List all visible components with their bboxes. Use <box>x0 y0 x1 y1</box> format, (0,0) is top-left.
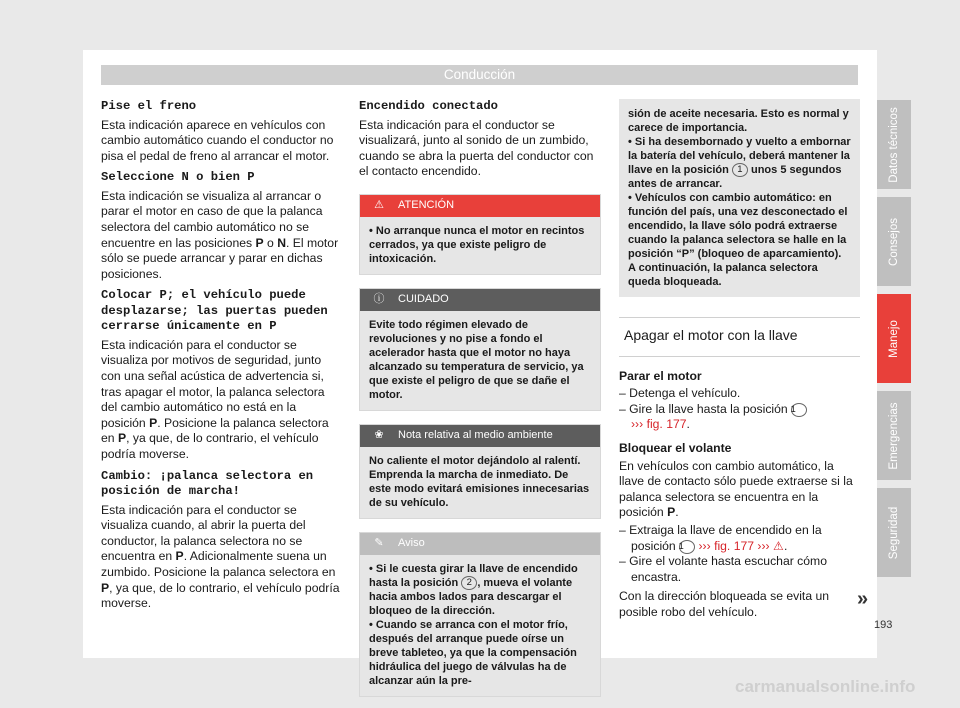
section-title: Apagar el motor con la llave <box>619 317 860 357</box>
heading-encendido: Encendido conectado <box>359 99 498 113</box>
tab-manejo[interactable]: Manejo <box>877 294 911 383</box>
environment-icon: ❀ <box>374 429 384 442</box>
side-tabs <box>877 100 911 585</box>
paragraph: Esta indicación aparece en vehículos con cambio automático cuando el conductor no pisa el pedal de freno al arrancar el motor. <box>101 117 334 163</box>
cuidado-box <box>359 288 601 411</box>
column-2 <box>359 99 601 697</box>
atencion-body: • No arranque nunca el motor en recintos cerrados, ya que existe peligro de intoxicación. <box>360 217 600 274</box>
paragraph: En vehículos con cambio automático, la llave de contacto sólo puede extraerse si la palanca selectora se encuentra en la posición P. <box>619 458 853 520</box>
page-header: Conducción <box>101 65 858 85</box>
heading-seleccione: Seleccione N o bien P <box>101 170 255 185</box>
figure-link[interactable]: ››› fig. 177 ››› ⚠ <box>698 538 784 553</box>
tab-emergencias[interactable]: Emergencias <box>877 391 911 480</box>
step: – Extraiga la llave de encendido en la posición 1 ››› fig. 177 ››› ⚠. <box>619 522 822 553</box>
subheading-bloquear: Bloquear el volante <box>619 440 732 455</box>
step: – Gire el volante hasta escuchar cómo encastra. <box>619 554 827 584</box>
cuidado-body: Evite todo régimen elevado de revoluciones y no pise a fondo el acelerador hasta que el motor no haya alcanzado su temperatura de servicio, ya que existe el peligro de que se dañe el motor. <box>360 311 600 410</box>
medio-ambiente-box <box>359 424 601 519</box>
caution-icon: ⓘ <box>373 293 385 306</box>
paragraph: Esta indicación se visualiza al arrancar o parar el motor en caso de que la palanca selectora del cambio automático no se encuentre en las posiciones P o N. El motor sólo se puede arrancar y parar en dichas posiciones. <box>101 188 339 281</box>
aviso-body-continued: sión de aceite necesaria. Esto es normal y carece de importancia. • Si ha desembornado y vuelto a embornar la batería del vehículo, deberá mantener la llave en la posición 1 unos 5 segundos antes de arrancar. • Vehículos con cambio automático: en función del país, una vez desconectado el encendido, la llave sólo podrá extraerse cuando la palanca selectora se halle en la posición “P” (bloqueo de aparcamiento). A continuación, la palanca selectora queda bloqueada. <box>619 99 860 297</box>
warning-icon: ⚠ <box>374 199 384 212</box>
tab-datos-tecnicos[interactable]: Datos técnicos <box>877 100 911 189</box>
page-number: 193 <box>874 619 893 631</box>
paragraph: Esta indicación para el conductor se visualizará, junto al sonido de un zumbido, cuando se abra la puerta del conductor con el contacto encendido. <box>359 117 594 179</box>
aviso-box-continued <box>619 99 860 297</box>
aviso-box <box>359 532 601 697</box>
watermark: carmanualsonline.info <box>735 677 916 696</box>
paragraph: Esta indicación para el conductor se visualiza por motivos de seguridad, junto con una señal acústica de advertencia si, tras apagar el motor, la palanca selectora del cambio automático no está en la posición P. Posicione la palanca selectora en P, ya que, de lo contrario, el vehículo podría moverse. <box>101 337 329 461</box>
step: – Detenga el vehículo. <box>619 386 741 401</box>
continue-icon: » <box>857 588 869 610</box>
step: – Gire la llave hasta la posición 1 ››› fig. 177. <box>619 402 860 433</box>
medio-ambiente-body: No caliente el motor dejándolo al ralentí. Emprenda la marcha de inmediato. De este modo evitará emisiones innecesarias de su vehículo. <box>360 447 600 518</box>
cuidado-header: ⓘ CUIDADO <box>360 289 600 311</box>
medio-ambiente-header: ❀ Nota relativa al medio ambiente <box>360 425 600 447</box>
tab-seguridad[interactable]: Seguridad <box>877 488 911 577</box>
aviso-body: • Si le cuesta girar la llave de encendido hasta la posición 2 , mueva el volante hacia ambos lados para descargar el bloqueo de la dirección. • Cuando se arranca con el motor frío, después del arranque puede oírse un breve tableteo, ya que la compensación hidráulica del juego de válvulas ha de alcanzar aún la pre- <box>360 555 600 696</box>
atencion-header: ⚠ ATENCIÓN <box>360 195 600 217</box>
column-3 <box>619 99 860 627</box>
paragraph: Con la dirección bloqueada se evita un posible robo del vehículo. <box>619 589 830 619</box>
tab-consejos[interactable]: Consejos <box>877 197 911 286</box>
heading-cambio: Cambio: ¡palanca selectora en posición de marcha! <box>101 468 314 499</box>
heading-colocar-p: Colocar P; el vehículo puede desplazarse; las puertas pueden cerrarse únicamente en P <box>101 288 328 334</box>
aviso-header: ✎ Aviso <box>360 533 600 555</box>
note-icon: ✎ <box>374 537 384 550</box>
warning-icon: ⚠ <box>773 538 784 553</box>
paragraph: Esta indicación para el conductor se visualiza cuando, al abrir la puerta del conductor, la palanca selectora no se encuentra en P. Adicionalmente suena un zumbido. Posicione la palanca selectora en P, ya que, de lo contrario, el vehículo podría moverse. <box>101 502 340 611</box>
heading-pise-freno: Pise el freno <box>101 99 197 113</box>
column-1 <box>101 99 342 618</box>
atencion-box <box>359 194 601 275</box>
figure-link[interactable]: ››› fig. 177 <box>631 417 687 432</box>
subheading-parar: Parar el motor <box>619 368 702 383</box>
